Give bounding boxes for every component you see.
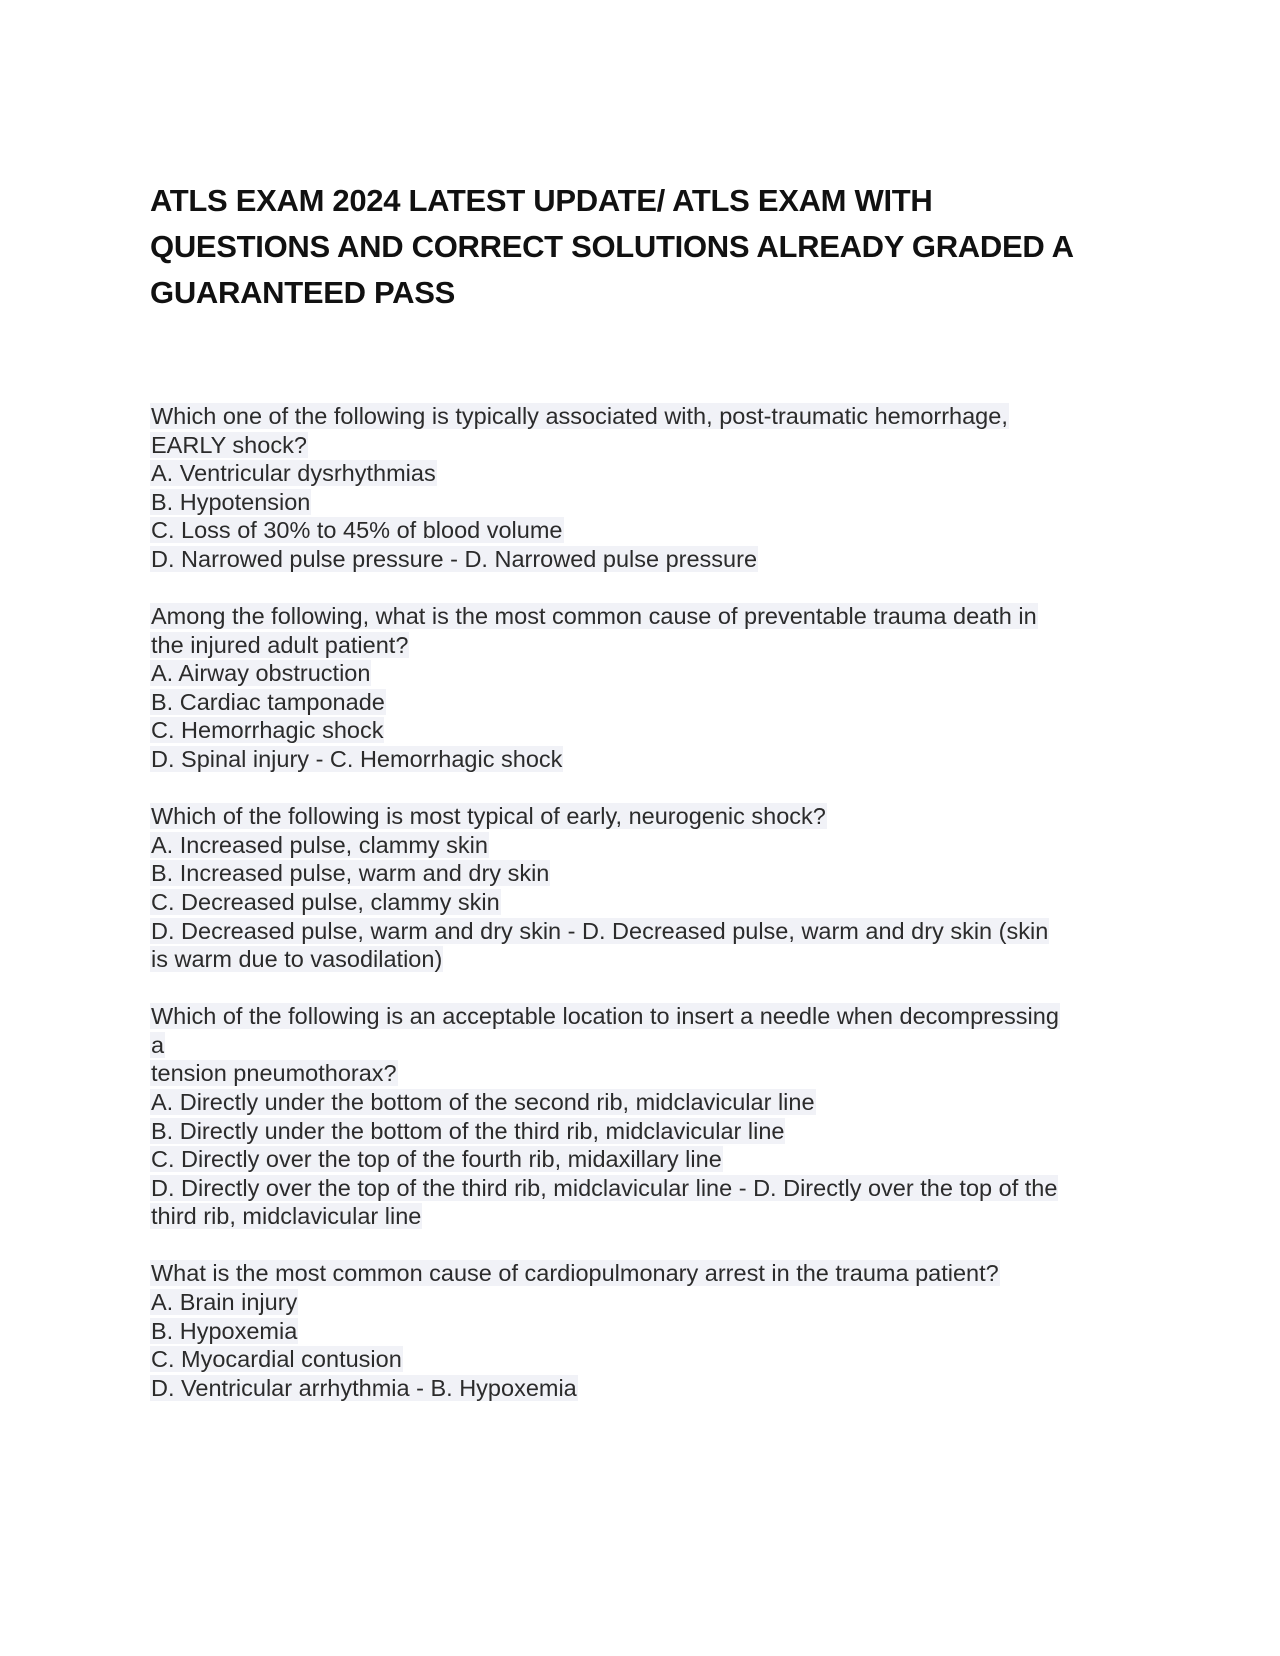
question-text-line: Which one of the following is typically associated with, post-traumatic hemorrhage, (151, 403, 1008, 429)
answer-option: C. Myocardial contusion (151, 1346, 402, 1373)
answer-option-with-solution: D. Decreased pulse, warm and dry skin - D. Decreased pulse, warm and dry skin (skin (151, 917, 1049, 944)
answer-option: B. Hypotension (151, 488, 311, 515)
title-line: ATLS EXAM 2024 LATEST UPDATE/ ATLS EXAM WITH (150, 183, 933, 218)
question-list (150, 402, 1130, 1431)
question-block (150, 1002, 1130, 1231)
answer-option-with-solution: D. Narrowed pulse pressure - D. Narrowed pulse pressure (151, 545, 758, 572)
document-title (150, 178, 1130, 316)
answer-option-with-solution: is warm due to vasodilation) (151, 946, 443, 973)
answer-option: A. Airway obstruction (151, 660, 371, 687)
answer-option-with-solution: D. Ventricular arrhythmia - B. Hypoxemia (151, 1374, 577, 1401)
answer-option: A. Increased pulse, clammy skin (151, 831, 488, 858)
title-line: GUARANTEED PASS (150, 275, 455, 310)
question-block (150, 1259, 1130, 1402)
question-block (150, 402, 1130, 574)
answer-option-with-solution: D. Directly over the top of the third rib, midclavicular line - D. Directly over the top of the (151, 1174, 1058, 1201)
question-text-line: EARLY shock? (151, 431, 307, 458)
question-text-line: tension pneumothorax? (151, 1060, 397, 1087)
answer-option: B. Increased pulse, warm and dry skin (151, 860, 550, 887)
answer-option: C. Hemorrhagic shock (151, 717, 384, 744)
answer-option: B. Hypoxemia (151, 1317, 298, 1344)
answer-option: B. Cardiac tamponade (151, 688, 385, 715)
answer-option-with-solution: third rib, midclavicular line (151, 1203, 422, 1230)
answer-option: B. Directly under the bottom of the third rib, midclavicular line (151, 1117, 785, 1144)
answer-option-with-solution: D. Spinal injury - C. Hemorrhagic shock (151, 746, 563, 773)
answer-option: A. Brain injury (151, 1289, 298, 1316)
question-text-line: Among the following, what is the most common cause of preventable trauma death in (151, 603, 1037, 630)
answer-option: C. Decreased pulse, clammy skin (151, 888, 500, 915)
question-text-line: What is the most common cause of cardiopulmonary arrest in the trauma patient? (151, 1260, 999, 1287)
answer-option: C. Loss of 30% to 45% of blood volume (151, 517, 563, 544)
answer-option: A. Ventricular dysrhythmias (151, 460, 436, 487)
question-text-line: a (151, 1031, 165, 1058)
question-text-line: Which of the following is an acceptable location to insert a needle when decompressing (151, 1003, 1059, 1030)
question-text-line: Which of the following is most typical of early, neurogenic shock? (151, 803, 826, 830)
answer-option: A. Directly under the bottom of the second rib, midclavicular line (151, 1088, 815, 1115)
question-block (150, 802, 1130, 974)
answer-option: C. Directly over the top of the fourth rib, midaxillary line (151, 1146, 722, 1173)
question-block (150, 602, 1130, 774)
question-text-line: the injured adult patient? (151, 631, 409, 658)
title-line: QUESTIONS AND CORRECT SOLUTIONS ALREADY GRADED A (150, 229, 1074, 264)
